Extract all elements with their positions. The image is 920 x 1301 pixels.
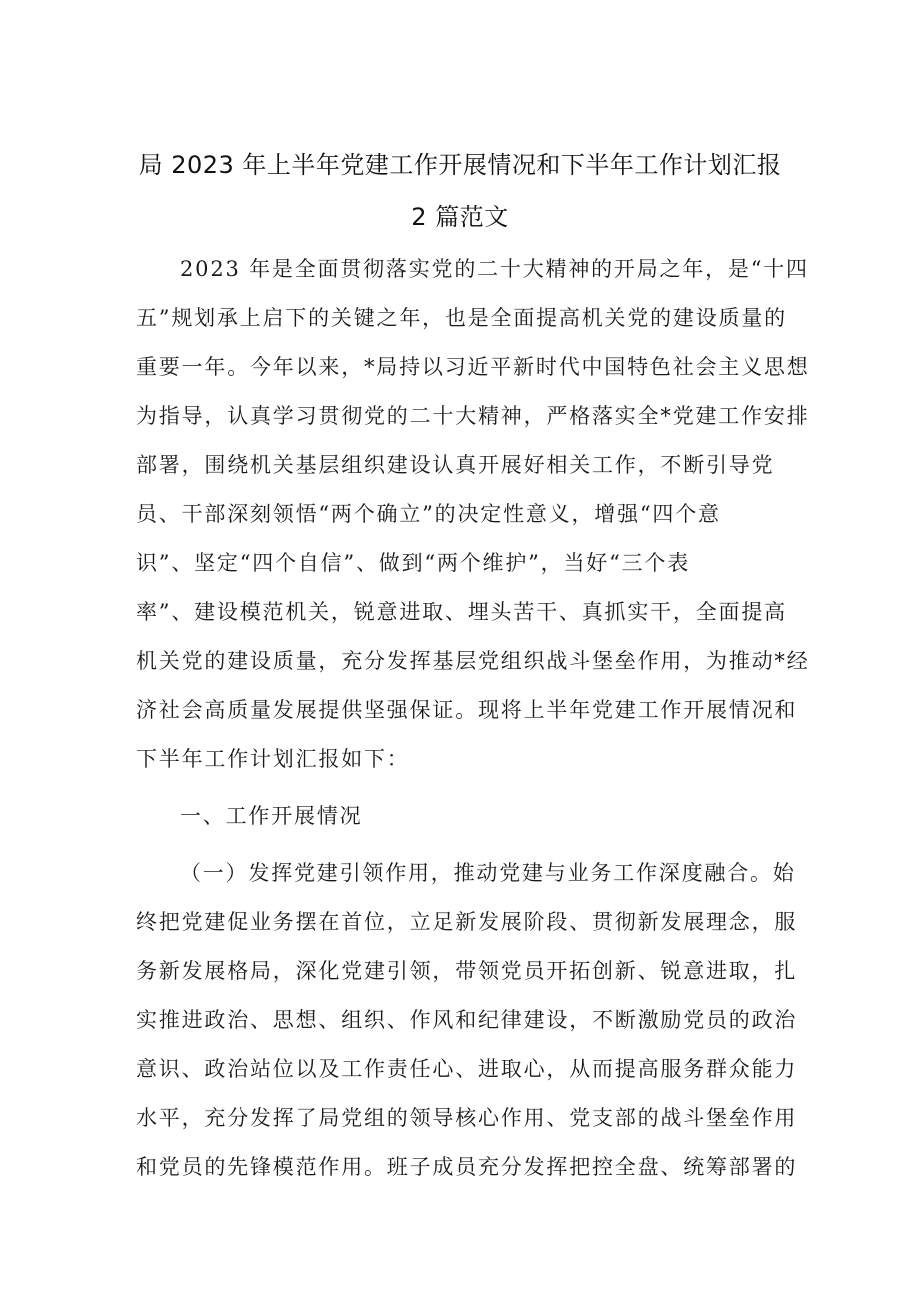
paragraph-line: 终把党建促业务摆在首位，立足新发展阶段、贯彻新发展理念，服: [136, 910, 798, 934]
paragraph-line: 水平，充分发挥了局党组的领导核心作用、党支部的战斗堡垒作用: [136, 1106, 798, 1130]
paragraph-line: 五”规划承上启下的关键之年，也是全面提高机关党的建设质量的: [136, 306, 787, 330]
paragraph-line: 率”、建设模范机关，锐意进取、埋头苦干、真抓实干，全面提高: [136, 600, 787, 624]
paragraph-line: 济社会高质量发展提供坚强保证。现将上半年党建工作开展情况和: [136, 698, 798, 722]
paragraph-line: 机关党的建设质量，充分发挥基层党组织战斗堡垒作用，为推动*经: [136, 649, 810, 673]
paragraph-line: 务新发展格局，深化党建引领，带领党员开拓创新、锐意进取，扎: [136, 959, 798, 983]
paragraph-line: 部署，围绕机关基层组织建设认真开展好相关工作，不断引导党: [136, 453, 775, 477]
section-heading: 一、工作开展情况: [180, 804, 363, 828]
paragraph-line: 为指导，认真学习贯彻党的二十大精神，严格落实全*党建工作安排: [136, 404, 810, 428]
paragraph-line: 员、干部深刻领悟“两个确立”的决定性意义，增强“四个意: [136, 502, 721, 526]
paragraph-line: 下半年工作计划汇报如下：: [136, 747, 410, 771]
paragraph-line: 实推进政治、思想、组织、作风和纪律建设，不断激励党员的政治: [136, 1008, 798, 1032]
paragraph-line: 重要一年。今年以来，*局持以习近平新时代中国特色社会主义思想: [136, 355, 810, 379]
paragraph-line: 和党员的先锋模范作用。班子成员充分发挥把控全盘、统筹部署的: [136, 1155, 798, 1179]
document-title-line-2: 2 篇范文: [411, 203, 509, 231]
paragraph-line: 识”、坚定“四个自信”、做到“两个维护”，当好“三个表: [136, 551, 691, 575]
paragraph-line: 意识、政治站位以及工作责任心、进取心，从而提高服务群众能力: [136, 1057, 798, 1081]
paragraph-line: 2023 年是全面贯彻落实党的二十大精神的开局之年，是“十四: [180, 257, 809, 281]
document-title-line-1: 局 2023 年上半年党建工作开展情况和下半年工作计划汇报: [138, 151, 782, 179]
paragraph-line: （一）发挥党建引领作用，推动党建与业务工作深度融合。始: [180, 861, 796, 885]
